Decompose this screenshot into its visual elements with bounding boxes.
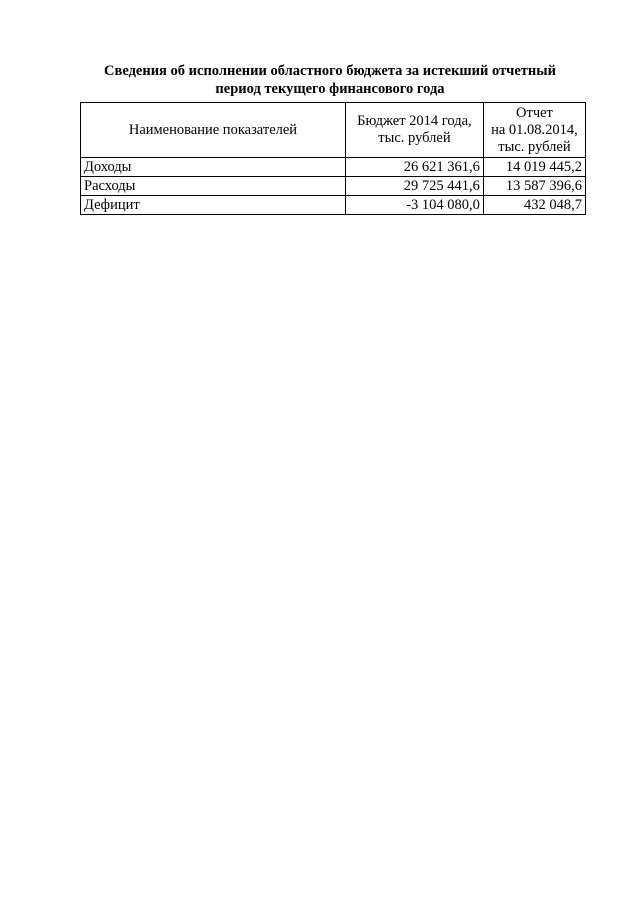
row-name: Доходы (81, 158, 346, 177)
document-title (80, 62, 580, 98)
header-report-line-3: тыс. рублей (498, 138, 571, 155)
budget-table (80, 102, 586, 215)
header-report (483, 103, 585, 158)
table-header-row (81, 103, 586, 158)
title-line-1: Сведения об исполнении областного бюджета за истекший отчетный (104, 63, 556, 79)
row-budget: 26 621 361,6 (345, 158, 483, 177)
row-report: 13 587 396,6 (483, 177, 585, 196)
table-row (81, 158, 586, 177)
header-budget (345, 103, 483, 158)
header-name: Наименование показателей (81, 103, 346, 158)
row-budget: 29 725 441,6 (345, 177, 483, 196)
header-budget-line-1: Бюджет 2014 года, (357, 113, 472, 129)
table-row (81, 177, 586, 196)
row-report: 432 048,7 (483, 196, 585, 215)
header-report-line-2: на 01.08.2014, (491, 121, 578, 138)
title-line-2: период текущего финансового года (215, 81, 445, 97)
row-name: Дефицит (81, 196, 346, 215)
row-report: 14 019 445,2 (483, 158, 585, 177)
table-row (81, 196, 586, 215)
row-budget: -3 104 080,0 (345, 196, 483, 215)
header-budget-line-2: тыс. рублей (378, 130, 451, 146)
header-report-line-1: Отчет (516, 104, 553, 121)
row-name: Расходы (81, 177, 346, 196)
